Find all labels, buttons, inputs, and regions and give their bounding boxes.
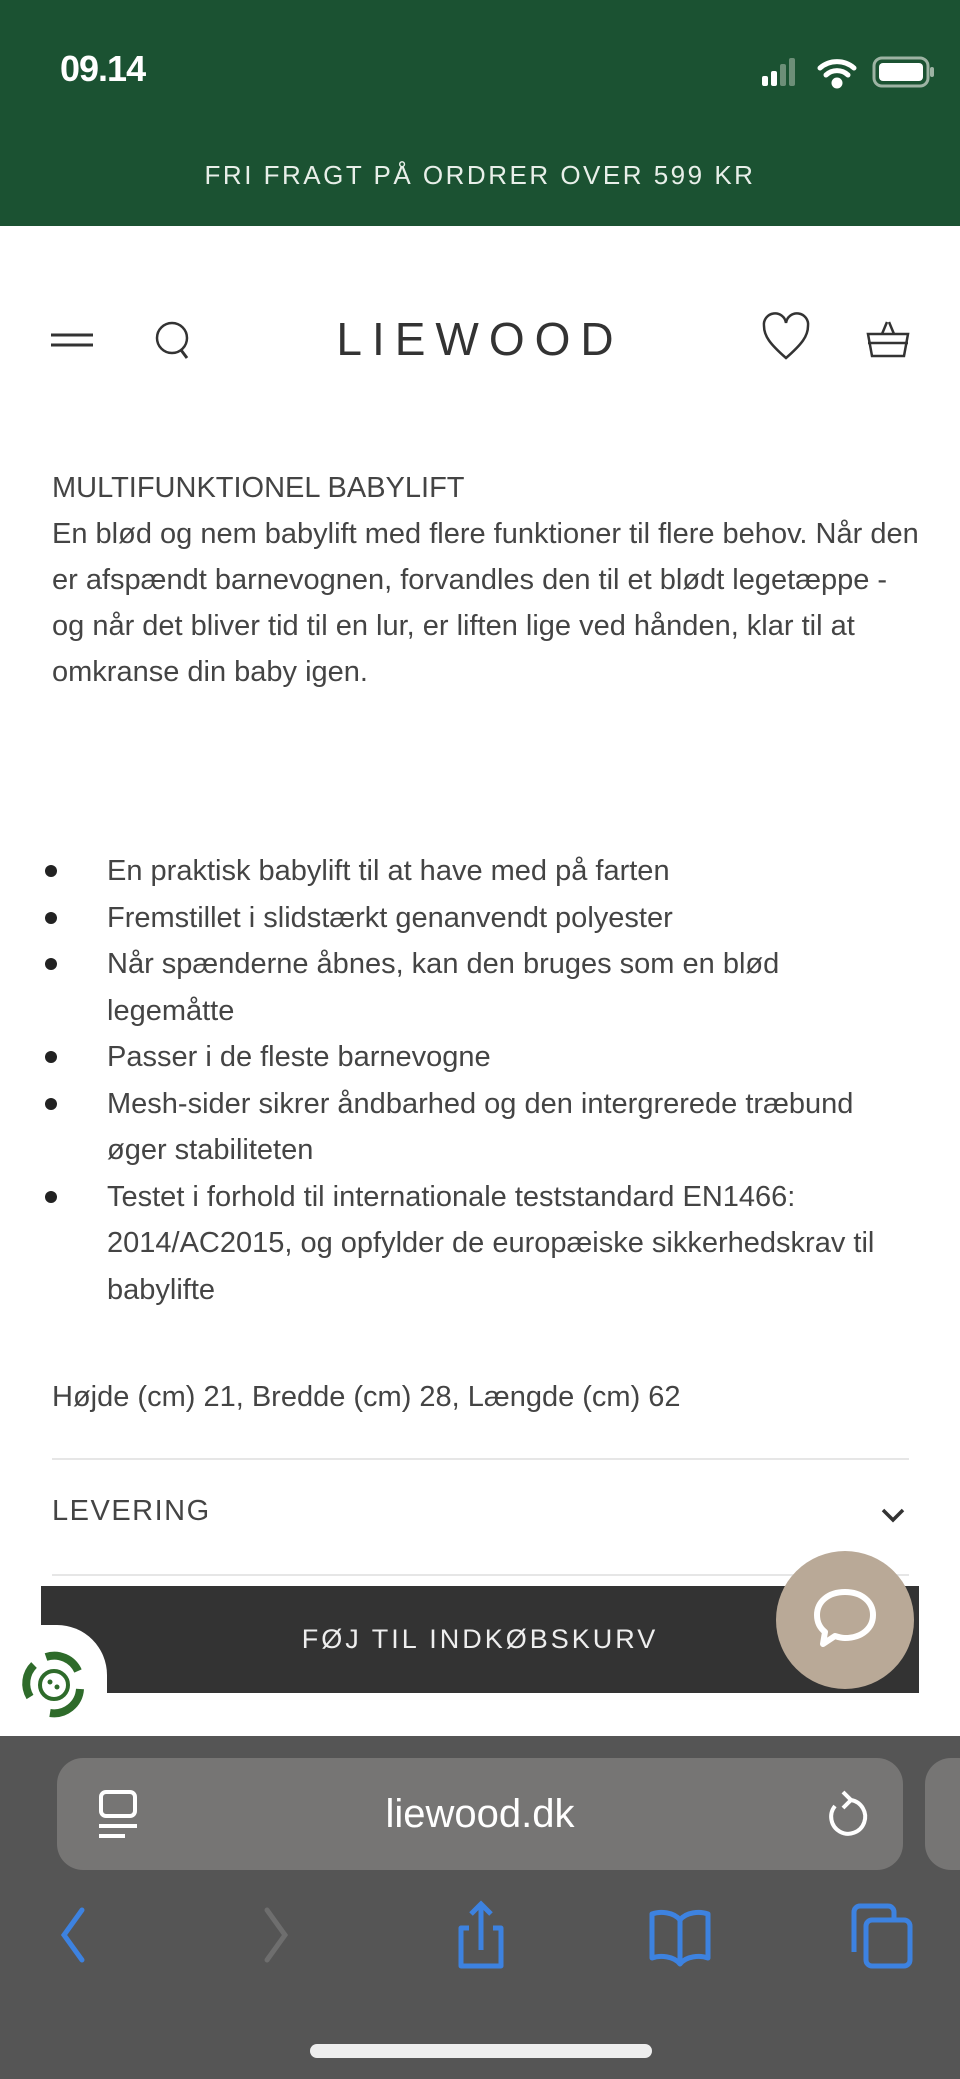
- search-icon[interactable]: [143, 310, 203, 370]
- product-dimensions: Højde (cm) 21, Bredde (cm) 28, Længde (cm) 62: [52, 1381, 681, 1413]
- tabs-icon[interactable]: [848, 1900, 918, 1970]
- product-title: MULTIFUNKTIONEL BABYLIFT: [52, 472, 465, 504]
- url-text[interactable]: liewood.dk: [385, 1791, 575, 1836]
- add-to-cart-label: FØJ TIL INDKØBSKURV: [301, 1624, 659, 1654]
- forward-icon[interactable]: [255, 1900, 325, 1970]
- recycle-icon: [16, 1647, 92, 1723]
- chevron-down-icon[interactable]: [878, 1500, 908, 1530]
- address-bar[interactable]: [57, 1758, 903, 1870]
- home-indicator[interactable]: [310, 2044, 652, 2058]
- free-shipping-banner[interactable]: FRI FRAGT PÅ ORDRER OVER 599 KR: [204, 160, 756, 190]
- liewood-logo[interactable]: LIEWOOD: [336, 313, 624, 365]
- feature-item: Fremstillet i slidstærkt genanvendt polyester: [52, 895, 912, 942]
- chat-button[interactable]: [776, 1551, 914, 1689]
- wishlist-heart-icon[interactable]: [756, 306, 816, 366]
- product-description: [52, 465, 922, 695]
- feature-item: Når spænderne åbnes, kan den bruges som en blød legemåtte: [52, 941, 912, 1034]
- wifi-icon: [820, 62, 854, 86]
- feature-item: Testet i forhold til internationale teststandard EN1466: 2014/AC2015, og opfylder de europæiske sikkerhedskrav til babylifte: [52, 1174, 912, 1314]
- eco-badge[interactable]: [0, 1625, 107, 1740]
- status-time: 09.14: [60, 48, 146, 89]
- menu-icon[interactable]: [42, 310, 102, 370]
- battery-icon: [874, 58, 934, 86]
- product-description-text: En blød og nem babylift med flere funktioner til flere behov. Når den er afspændt barnevognen, forvandles den til et blødt legetæppe - og når det bliver tid til en lur, er liften lige ved hånden, klar til at omkranse din baby igen.: [52, 518, 919, 688]
- divider: [52, 1574, 909, 1576]
- divider: [52, 1458, 909, 1460]
- status-icons: [758, 54, 938, 90]
- feature-list: [52, 848, 912, 1313]
- chat-bubble-icon: [805, 1580, 885, 1660]
- feature-item: En praktisk babylift til at have med på farten: [52, 848, 912, 895]
- share-icon[interactable]: [445, 1900, 515, 1970]
- signal-icon: [762, 58, 795, 86]
- status-and-promo-bar: [0, 0, 960, 226]
- basket-icon[interactable]: [858, 310, 918, 370]
- feature-item: Mesh-sider sikrer åndbarhed og den intergrerede træbund øger stabiliteten: [52, 1081, 912, 1174]
- back-icon[interactable]: [52, 1900, 122, 1970]
- bookmarks-icon[interactable]: [645, 1900, 715, 1970]
- delivery-accordion-label[interactable]: LEVERING: [52, 1495, 211, 1527]
- next-tab-peek[interactable]: [925, 1758, 960, 1870]
- reload-icon[interactable]: [821, 1788, 871, 1842]
- feature-item: Passer i de fleste barnevogne: [52, 1034, 912, 1081]
